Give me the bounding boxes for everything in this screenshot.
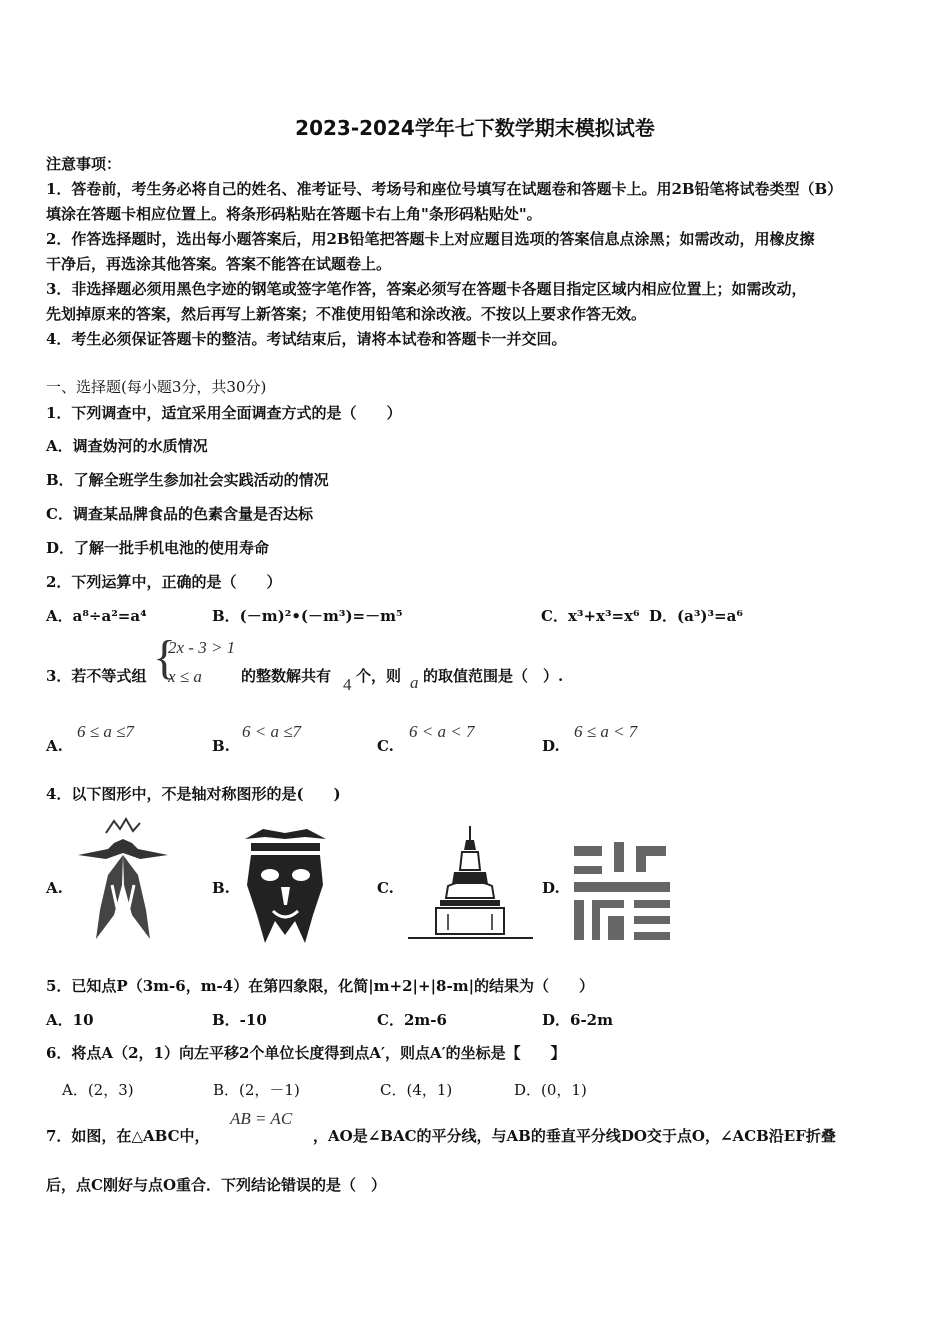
q5-option-d: D．6-2m <box>542 1011 613 1029</box>
q1-stem: 1．下列调查中，适宜采用全面调查方式的是（ ） <box>46 404 402 422</box>
q3-option-d: 6 ≤ a < 7 <box>574 722 638 741</box>
q5-option-a: A．10 <box>46 1011 94 1029</box>
q3-option-b: 6 < a ≤7 <box>242 722 302 741</box>
q3-text: 的整数解共有 <box>241 667 332 685</box>
notice-line: 4．考生必须保证答题卡的整洁。考试结束后，请将本试卷和答题卡一并交回。 <box>46 330 567 348</box>
q3-option-a: 6 ≤ a ≤7 <box>77 722 134 741</box>
q3-variable: a <box>410 673 419 692</box>
q7-formula: AB = AC <box>230 1109 293 1128</box>
page-title: 2023-2024学年七下数学期末模拟试卷 <box>295 116 655 140</box>
q6-stem: 6．将点A（2，1）向左平移2个单位长度得到点A′，则点A′的坐标是【 】 <box>46 1044 566 1062</box>
q1-option-b: B．了解全班学生参加社会实践活动的情况 <box>46 471 329 489</box>
q4-label-a: A. <box>46 879 63 897</box>
q3-label-b: B. <box>212 737 230 755</box>
figure-b-opera-mask-icon <box>243 825 328 945</box>
q2-option-a: A．a⁸÷a²=a⁴ <box>46 607 147 625</box>
q3-label-c: C. <box>377 737 394 755</box>
q2-option-b: B．(－m)²•(－m³)=－m⁵ <box>212 607 403 625</box>
q4-label-b: B. <box>212 879 230 897</box>
q5-option-c: C．2m-6 <box>377 1011 447 1029</box>
q4-stem: 4．以下图形中，不是轴对称图形的是( ) <box>46 785 341 803</box>
notice-heading: 注意事项： <box>46 155 122 173</box>
q3-system-line1: 2x - 3 > 1 <box>168 638 236 657</box>
notice-line: 先划掉原来的答案，然后再写上新答案；不准使用铅笔和涂改液。不按以上要求作答无效。 <box>46 305 647 323</box>
q6-option-d: D．(0，1) <box>514 1081 587 1099</box>
q1-option-c: C．调查某品牌食品的色素含量是否达标 <box>46 505 313 523</box>
left-brace: { <box>153 631 177 684</box>
q2-option-c: C．x³+x³=x⁶ <box>541 607 640 625</box>
q7-prefix: 7．如图，在△ABC中， <box>46 1127 210 1145</box>
q1-option-d: D．了解一批手机电池的使用寿命 <box>46 539 270 557</box>
q4-label-c: C. <box>377 879 394 897</box>
q5-stem: 5．已知点P（3m-6，m-4）在第四象限，化简|m+2|+|8-m|的结果为（ ） <box>46 977 595 995</box>
q3-label-a: A. <box>46 737 63 755</box>
q6-option-b: B．(2，－1) <box>213 1081 300 1099</box>
section-heading: 一、选择题(每小题3分，共30分) <box>46 378 267 396</box>
q3-label-d: D. <box>542 737 560 755</box>
notice-line: 干净后，再选涂其他答案。答案不能答在试题卷上。 <box>46 255 392 273</box>
q7-line2: 后，点C刚好与点O重合．下列结论错误的是（ ） <box>46 1176 387 1194</box>
q4-label-d: D. <box>542 879 560 897</box>
q3-text: 个，则 <box>356 667 402 685</box>
q7-text: ，AO是∠BAC的平分线，与AB的垂直平分线DO交于点O，∠ACB沿EF折叠 <box>313 1127 836 1145</box>
figure-c-pagoda-icon <box>408 826 533 941</box>
q6-option-c: C．(4，1) <box>380 1081 453 1099</box>
q3-prefix: 3．若不等式组 <box>46 667 147 685</box>
q3-option-c: 6 < a < 7 <box>409 722 475 741</box>
q3-text: 的取值范围是（ ）. <box>423 667 564 685</box>
notice-line: 2．作答选择题时，选出每小题答案后，用2B铅笔把答题卡上对应题目选项的答案信息点涂黑；如需改动，用橡皮擦 <box>46 230 815 248</box>
q2-option-d: D．(a³)³=a⁶ <box>649 607 743 625</box>
figure-d-geometric-pattern-icon <box>574 842 670 940</box>
q5-option-b: B．-10 <box>212 1011 267 1029</box>
q6-option-a: A．(2，3) <box>62 1081 134 1099</box>
q2-stem: 2．下列运算中，正确的是（ ） <box>46 573 282 591</box>
q1-option-a: A．调查妫河的水质情况 <box>46 437 208 455</box>
notice-line: 1．答卷前，考生务必将自己的姓名、准考证号、考场号和座位号填写在试题卷和答题卡上。用2B铅笔将试卷类型（B） <box>46 180 843 198</box>
notice-line: 填涂在答题卡相应位置上。将条形码粘贴在答题卡右上角"条形码粘贴处"。 <box>46 205 542 223</box>
figure-a-bird-icon <box>78 815 168 940</box>
q3-number: 4 <box>343 675 352 694</box>
q3-system-line2: x ≤ a <box>168 667 202 686</box>
notice-line: 3．非选择题必须用黑色字迹的钢笔或签字笔作答，答案必须写在答题卡各题目指定区域内相应位置上；如需改动， <box>46 280 807 298</box>
